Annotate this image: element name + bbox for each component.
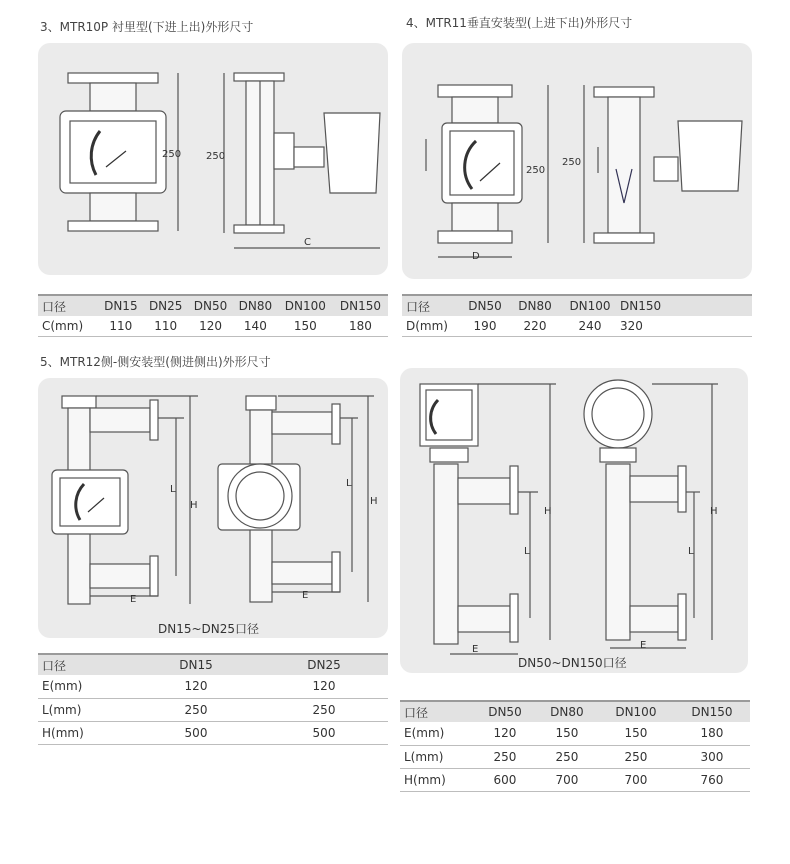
table-header-cell: DN25 <box>307 658 341 672</box>
table-header-cell: DN80 <box>518 299 552 313</box>
table-cell: 760 <box>700 772 724 787</box>
table-row <box>400 768 750 791</box>
section4-title: 4、MTR11垂直安装型(上进下出)外形尺寸 <box>406 16 633 30</box>
table-header-row <box>38 295 388 316</box>
section3-dim-c: C <box>304 237 311 248</box>
table-row <box>400 745 750 768</box>
table-header-cell: DN150 <box>620 299 662 313</box>
section3-dim-h: 250 <box>162 149 182 160</box>
table-cell: E(mm) <box>404 726 445 741</box>
table-cell: D(mm) <box>406 319 448 333</box>
table-header-cell: 口径 <box>42 299 67 314</box>
table-cell: 150 <box>624 726 648 741</box>
table-row <box>38 675 388 698</box>
table-row <box>38 721 388 744</box>
table-cell: 240 <box>578 319 602 333</box>
section5-large-dim-h: H <box>544 506 552 517</box>
table-cell <box>676 316 752 337</box>
table-header-cell: DN80 <box>238 299 273 313</box>
section5-large-diagram-panel <box>400 368 748 673</box>
section4-dim-h: 250 <box>526 165 546 176</box>
table-header-cell: DN50 <box>468 299 502 313</box>
table-cell: L(mm) <box>404 749 444 764</box>
table-cell: 120 <box>493 726 517 741</box>
table-cell: 600 <box>493 772 517 787</box>
table-cell: 500 <box>312 725 336 740</box>
table-header-cell: 口径 <box>406 299 431 314</box>
table-header-cell: DN15 <box>104 299 138 313</box>
section5-small-dim-h: H <box>190 500 198 511</box>
table-cell: 110 <box>109 319 133 333</box>
table-cell: 190 <box>473 319 497 333</box>
table-cell: 500 <box>184 725 208 740</box>
section5-small-drawing <box>38 378 388 638</box>
table-header-cell: DN15 <box>179 658 213 672</box>
section5-small-dim-l2: L <box>346 478 352 489</box>
table-header-row <box>400 701 750 722</box>
table-cell: 220 <box>523 319 547 333</box>
section5-small-caption: DN15~DN25口径 <box>158 622 260 636</box>
section5-small-dim-e: E <box>130 594 137 605</box>
section5-large-dim-l: L <box>524 546 530 557</box>
section5-title: 5、MTR12侧-侧安装型(侧进侧出)外形尺寸 <box>40 355 271 369</box>
section3-title: 3、MTR10P 衬里型(下进上出)外形尺寸 <box>40 20 254 34</box>
section4-diagram-panel <box>402 43 752 279</box>
table-header-cell: DN100 <box>284 299 326 313</box>
section3-dim-h2: 250 <box>206 151 226 162</box>
table-cell: 700 <box>555 772 579 787</box>
table-cell: C(mm) <box>42 319 84 333</box>
table-cell: 110 <box>154 319 178 333</box>
table-cell: 120 <box>184 679 208 694</box>
section5-large-dim-h2: H <box>710 506 718 517</box>
table-header-cell: 口径 <box>42 658 67 673</box>
table-header-cell: DN150 <box>339 299 381 313</box>
table-header-cell: DN25 <box>148 299 183 313</box>
section3-table <box>38 294 388 337</box>
section5-large-caption: DN50~DN150口径 <box>518 656 627 670</box>
section5-small-table <box>38 653 388 745</box>
table-cell: 250 <box>493 749 517 764</box>
table-header-cell: DN100 <box>569 299 611 313</box>
table-row <box>38 316 388 337</box>
table-cell: 250 <box>624 749 648 764</box>
section5-small-dim-l: L <box>170 484 176 495</box>
section5-large-dim-e: E <box>472 644 479 655</box>
table-row <box>38 698 388 721</box>
table-header-row <box>402 295 752 316</box>
section4-dim-d: D <box>472 251 480 262</box>
table-header-row <box>38 654 388 675</box>
table-cell: 700 <box>624 772 648 787</box>
table-cell: 320 <box>620 319 643 333</box>
table-cell: 120 <box>312 679 336 694</box>
section3-diagram-panel <box>38 43 388 275</box>
table-cell: 250 <box>184 702 208 717</box>
table-row <box>400 722 750 745</box>
table-header-cell: DN100 <box>615 705 657 719</box>
table-cell: E(mm) <box>42 679 83 694</box>
table-header-cell: DN50 <box>193 299 228 313</box>
section5-small-dim-e2: E <box>302 590 309 601</box>
table-header-cell: DN80 <box>550 705 584 719</box>
table-cell: 180 <box>700 726 724 741</box>
table-cell: H(mm) <box>404 772 446 787</box>
section3-drawing <box>38 43 388 275</box>
table-cell: H(mm) <box>42 725 84 740</box>
section5-large-table <box>400 700 750 792</box>
table-row <box>402 316 752 337</box>
section4-drawing <box>402 43 752 279</box>
table-cell: L(mm) <box>42 702 82 717</box>
table-cell: 300 <box>700 749 724 764</box>
table-header-cell <box>676 295 752 316</box>
table-header-cell: DN50 <box>488 705 522 719</box>
section5-large-dim-e2: E <box>640 640 647 651</box>
table-cell: 140 <box>243 319 267 333</box>
table-cell: 120 <box>199 319 222 333</box>
section5-large-drawing <box>400 368 748 673</box>
table-cell: 180 <box>348 319 372 333</box>
section5-small-diagram-panel <box>38 378 388 638</box>
table-header-cell: DN150 <box>691 705 733 719</box>
section5-small-dim-h2: H <box>370 496 378 507</box>
table-header-cell: 口径 <box>404 705 429 720</box>
section5-large-dim-l2: L <box>688 546 694 557</box>
section4-dim-h2: 250 <box>562 157 582 168</box>
table-cell: 150 <box>555 726 579 741</box>
table-cell: 250 <box>555 749 579 764</box>
section4-table <box>402 294 752 337</box>
table-cell: 150 <box>293 319 317 333</box>
table-cell: 250 <box>312 702 336 717</box>
